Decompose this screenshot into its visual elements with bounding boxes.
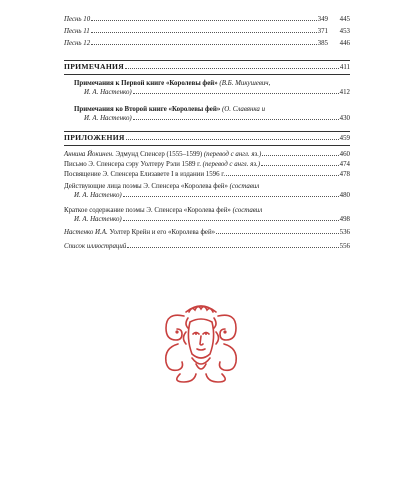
entry-title: Примечания ко Второй книге «Королевы фей» (74, 106, 221, 113)
entry-title: Примечания к Первой книге «Королевы фей» (74, 80, 218, 87)
entry-title: Настенко И.А. Уолтер Крейн и его «Королева фей» (64, 229, 216, 236)
toc-entry-song-11[interactable] (64, 28, 350, 36)
lion-mask-emblem-icon (160, 298, 242, 384)
toc-entry-persons-cont[interactable] (64, 192, 350, 200)
toc-entry-notes-book1[interactable] (64, 80, 350, 88)
entry-authors: И. А. Настенко) (84, 89, 132, 96)
entry-title: Песнь 11 (64, 28, 90, 35)
dot-leader (133, 93, 339, 94)
section-rule (64, 131, 350, 132)
entry-authors: (О. Славянка и (222, 106, 266, 113)
entry-page: 412 (339, 89, 350, 96)
section-rule (64, 145, 350, 146)
dot-leader (261, 165, 339, 166)
entry-title: Список иллюстраций (64, 243, 127, 250)
entry-title: Посвящение Э. Спенсера Елизавете I в издании 1596 г. (64, 171, 226, 178)
entry-page: 474 (339, 161, 350, 168)
entry-authors: И. А. Настенко) (74, 216, 122, 223)
entry-title: Краткое содержание поэмы Э. Спенсера «Королева фей» (64, 207, 231, 214)
entry-title: Письмо Э. Спенсера сэру Уолтеру Рэли 1589 г. (перевод с англ. яз.) (64, 161, 261, 168)
dot-leader (125, 68, 339, 69)
entry-authors: И. А. Настенко) (84, 115, 132, 122)
dot-leader (91, 44, 316, 45)
entry-page: 498 (339, 216, 350, 223)
entry-page: 556 (339, 243, 350, 250)
toc-entry-crane[interactable] (64, 229, 350, 237)
entry-page: 536 (339, 229, 350, 236)
toc-entry-summary-cont[interactable] (64, 216, 350, 224)
toc-entry-summary[interactable] (64, 207, 350, 215)
entry-page: 460 (339, 151, 350, 158)
entry-pages: 371 453 (317, 28, 350, 35)
dot-leader (226, 175, 339, 176)
toc-entry-appendix-2[interactable] (64, 161, 350, 169)
toc-entry-song-10[interactable] (64, 16, 350, 24)
section-page: 459 (339, 135, 350, 142)
section-rule (64, 74, 350, 75)
section-heading: ПРИЛОЖЕНИЯ (64, 133, 125, 142)
entry-pages: 385 446 (317, 40, 350, 47)
entry-title: Песнь 12 (64, 40, 91, 47)
toc-entry-song-12[interactable] (64, 40, 350, 48)
entry-title: Аннина Йокинен. Эдмунд Спенсер (1555–1599) (перевод с англ. яз.) (64, 151, 262, 158)
section-page: 411 (339, 64, 350, 71)
toc-entry-appendix-1[interactable] (64, 151, 350, 159)
dot-leader (126, 139, 339, 140)
dot-leader (262, 155, 338, 156)
section-rule (64, 60, 350, 61)
toc-section-notes[interactable] (64, 63, 350, 72)
dot-leader (91, 20, 316, 21)
dot-leader (127, 247, 338, 248)
toc-entry-notes-book1-cont[interactable] (64, 89, 350, 97)
dot-leader (216, 233, 339, 234)
entry-title: Действующие лица поэмы Э. Спенсера «Королева фей» (64, 183, 228, 190)
entry-authors: (В.Б. Микушевич, (219, 80, 271, 87)
toc-entry-notes-book2-cont[interactable] (64, 115, 350, 123)
entry-authors: (составил (229, 183, 260, 190)
dot-leader (123, 196, 339, 197)
entry-pages: 349 445 (317, 16, 350, 23)
toc-entry-persons[interactable] (64, 183, 350, 191)
toc-entry-notes-book2[interactable] (64, 106, 350, 114)
toc-entry-illustrations[interactable] (64, 243, 350, 251)
entry-page: 430 (339, 115, 350, 122)
dot-leader (133, 119, 339, 120)
section-heading: ПРИМЕЧАНИЯ (64, 62, 125, 71)
entry-authors: И. А. Настенко) (74, 192, 122, 199)
entry-page: 480 (339, 192, 350, 199)
entry-authors: (составил (232, 207, 263, 214)
toc-section-appendix[interactable] (64, 134, 350, 143)
toc-entry-appendix-3[interactable] (64, 171, 350, 179)
entry-page: 478 (339, 171, 350, 178)
dot-leader (123, 220, 339, 221)
dot-leader (91, 32, 317, 33)
entry-title: Песнь 10 (64, 16, 91, 23)
